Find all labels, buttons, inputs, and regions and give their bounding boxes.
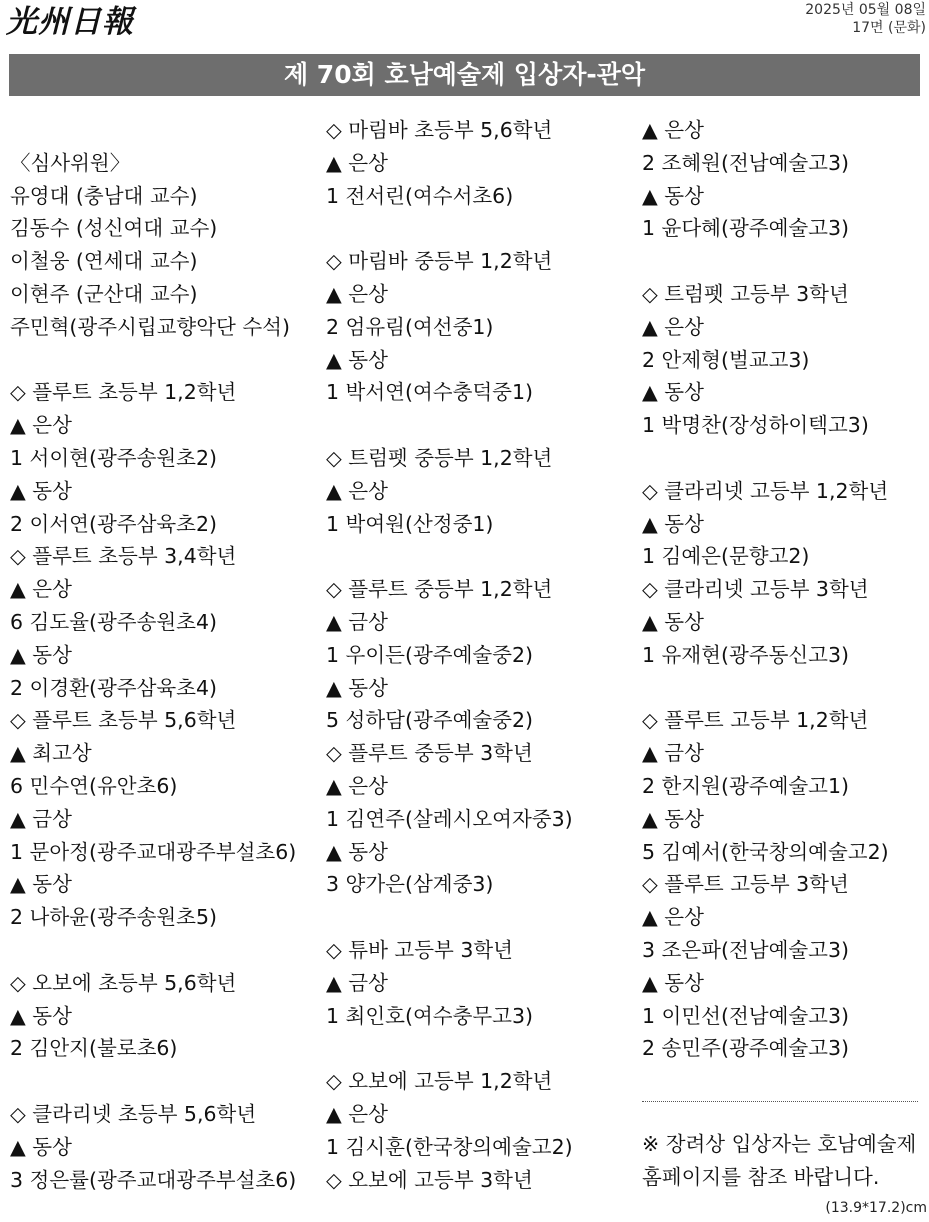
note — [642, 1128, 927, 1194]
list-item: 5 성하담(광주예술중2) — [326, 708, 534, 733]
list-item: ▲ 동상 — [642, 380, 704, 405]
list-item: ▲ 금상 — [326, 970, 388, 995]
list-item: 1 윤다혜(광주예술고3) — [642, 216, 850, 241]
list-item: 2 김안지(불로초6) — [10, 1036, 178, 1061]
spacer — [326, 409, 626, 442]
list-item: ◇ 클라리넷 고등부 1,2학년 — [642, 478, 889, 503]
list-item: ▲ 동상 — [326, 839, 388, 864]
list-item: ◇ 플루트 고등부 1,2학년 — [642, 708, 869, 733]
article-size: (13.9*17.2)cm — [825, 1200, 927, 1216]
list-item: 2 한지원(광주예술고1) — [642, 773, 850, 798]
list-item: 2 엄유림(여선중1) — [326, 314, 494, 339]
list-item: ▲ 금상 — [326, 609, 388, 634]
list-item: ◇ 오보에 고등부 1,2학년 — [326, 1069, 553, 1094]
spacer — [642, 672, 929, 705]
list-item: ◇ 플루트 초등부 1,2학년 — [10, 380, 237, 405]
list-item: 1 이민선(전남예술고3) — [642, 1003, 850, 1028]
list-item: ▲ 은상 — [642, 118, 704, 142]
list-item: ▲ 은상 — [642, 905, 704, 930]
list-item: 2 나하윤(광주송원초5) — [10, 905, 218, 930]
list-item: ▲ 동상 — [10, 1134, 72, 1159]
list-item: 1 서이현(광주송원초2) — [10, 445, 218, 470]
spacer — [10, 114, 310, 147]
column-2 — [326, 114, 626, 1196]
list-item: ◇ 마림바 중등부 1,2학년 — [326, 249, 553, 274]
list-item: ▲ 은상 — [326, 281, 388, 306]
list-item: ▲ 동상 — [642, 609, 704, 634]
list-item: 1 박서연(여수충덕중1) — [326, 380, 534, 405]
list-item: 2 이서연(광주삼육초2) — [10, 511, 218, 536]
list-item: 1 박여원(산정중1) — [326, 511, 494, 536]
list-item: ◇ 플루트 중등부 3학년 — [326, 741, 533, 766]
list-item: 1 김연주(살레시오여자중3) — [326, 806, 573, 831]
list-item: 6 민수연(유안초6) — [10, 773, 178, 798]
list-item: 유영대 (충남대 교수) — [10, 183, 198, 208]
list-item: ◇ 클라리넷 고등부 3학년 — [642, 577, 869, 602]
list-item: ◇ 플루트 초등부 3,4학년 — [10, 544, 237, 569]
list-item: ▲ 동상 — [10, 478, 72, 503]
column-3 — [642, 114, 929, 1065]
list-item: ◇ 오보에 초등부 5,6학년 — [10, 970, 237, 995]
list-item: ▲ 금상 — [642, 741, 704, 766]
list-item: ▲ 동상 — [642, 183, 704, 208]
list-item: 주민혁(광주시립교향악단 수석) — [10, 314, 290, 339]
list-item: 2 송민주(광주예술고3) — [642, 1036, 850, 1061]
list-item: 1 전서린(여수서초6) — [326, 183, 514, 208]
list-item: 1 우이든(광주예술중2) — [326, 642, 534, 667]
list-item: ▲ 은상 — [326, 478, 388, 503]
article-title: 제 70회 호남예술제 입상자-관악 — [9, 54, 920, 96]
note-line: 홈페이지를 참조 바랍니다. — [642, 1164, 880, 1189]
list-item: 김동수 (성신여대 교수) — [10, 216, 218, 241]
note-divider — [642, 1101, 918, 1102]
list-item: 이철웅 (연세대 교수) — [10, 249, 198, 274]
list-item: 1 김예은(문향고2) — [642, 544, 810, 569]
spacer — [642, 442, 929, 475]
list-item: ▲ 동상 — [326, 347, 388, 372]
list-item: 3 양가은(삼계중3) — [326, 872, 494, 897]
list-item: ▲ 은상 — [10, 577, 72, 602]
list-item: 5 김예서(한국창의예술고2) — [642, 839, 889, 864]
page-section: 17면 (문화) — [852, 20, 926, 36]
list-item: ▲ 동상 — [642, 511, 704, 536]
spacer — [326, 212, 626, 245]
spacer — [326, 1032, 626, 1065]
list-item: ▲ 은상 — [326, 150, 388, 175]
list-item: ◇ 마림바 초등부 5,6학년 — [326, 118, 553, 142]
list-item: ◇ 튜바 고등부 3학년 — [326, 937, 513, 962]
list-item: ◇ 클라리넷 초등부 5,6학년 — [10, 1101, 257, 1126]
list-item: ▲ 은상 — [326, 773, 388, 798]
spacer — [10, 1065, 310, 1098]
column-1 — [10, 114, 310, 1196]
list-item: ▲ 동상 — [642, 970, 704, 995]
spacer — [642, 245, 929, 278]
list-item: ▲ 은상 — [326, 1101, 388, 1126]
list-item: 3 정은률(광주교대광주부설초6) — [10, 1167, 297, 1192]
list-item: ▲ 은상 — [10, 413, 72, 438]
list-item: 1 김시훈(한국창의예술고2) — [326, 1134, 573, 1159]
list-item: 3 조은파(전남예술고3) — [642, 937, 850, 962]
list-item: ◇ 플루트 고등부 3학년 — [642, 872, 849, 897]
list-item: 1 문아정(광주교대광주부설초6) — [10, 839, 297, 864]
spacer — [326, 901, 626, 934]
list-item: ▲ 동상 — [326, 675, 388, 700]
list-item: 2 조혜원(전남예술고3) — [642, 150, 850, 175]
list-item: ◇ 트럼펫 중등부 1,2학년 — [326, 445, 553, 470]
list-item: ▲ 동상 — [642, 806, 704, 831]
list-item: ◇ 플루트 중등부 1,2학년 — [326, 577, 553, 602]
list-item: 〈심사위원〉 — [10, 150, 131, 175]
list-item: 1 최인호(여수충무고3) — [326, 1003, 534, 1028]
note-line: ※ 장려상 입상자는 호남예술제 — [642, 1132, 917, 1156]
list-item: ▲ 동상 — [10, 872, 72, 897]
list-item: ▲ 최고상 — [10, 741, 92, 766]
list-item: 2 이경환(광주삼육초4) — [10, 675, 218, 700]
list-item: 이현주 (군산대 교수) — [10, 281, 198, 306]
list-item: ◇ 트럼펫 고등부 3학년 — [642, 281, 849, 306]
list-item: 6 김도율(광주송원초4) — [10, 609, 218, 634]
list-item: ◇ 오보에 고등부 3학년 — [326, 1167, 533, 1192]
list-item: ▲ 은상 — [642, 314, 704, 339]
list-item: 1 유재현(광주동신고3) — [642, 642, 850, 667]
spacer — [10, 344, 310, 377]
list-item: 2 안제형(벌교고3) — [642, 347, 810, 372]
newspaper-logo: 光州日報 — [6, 4, 134, 40]
list-item: ▲ 동상 — [10, 1003, 72, 1028]
list-item: ◇ 플루트 초등부 5,6학년 — [10, 708, 237, 733]
list-item: 1 박명찬(장성하이텍고3) — [642, 413, 869, 438]
issue-date: 2025년 05월 08일 — [805, 2, 926, 18]
list-item: ▲ 동상 — [10, 642, 72, 667]
list-item: ▲ 금상 — [10, 806, 72, 831]
spacer — [10, 934, 310, 967]
spacer — [326, 540, 626, 573]
